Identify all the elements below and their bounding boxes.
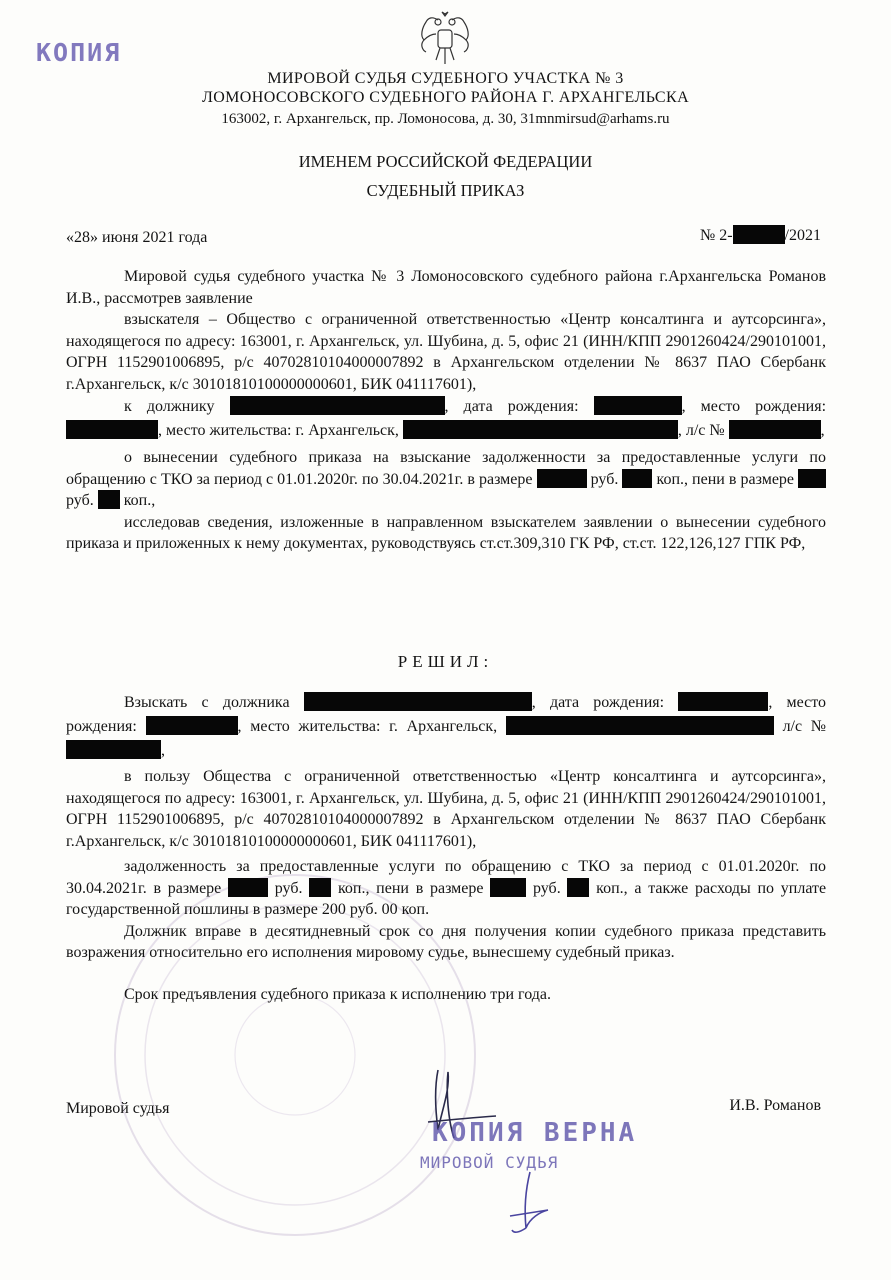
redaction (733, 225, 785, 244)
court-district: ЛОМОНОСОВСКОГО СУДЕБНОГО РАЙОНА Г. АРХАНГЕЛЬСКА (201, 89, 690, 106)
order-date: «28» июня 2021 года (66, 229, 208, 246)
document-heading: ИМЕНЕМ РОССИЙСКОЙ ФЕДЕРАЦИИ (298, 152, 593, 171)
redaction (567, 878, 589, 897)
objection-paragraph: Должник вправе в десятидневный срок со дня получения копии судебного приказа представить возражения относительно его исполнения мировому судье, вынесшему судебный приказ. (66, 922, 826, 961)
decision-section (66, 691, 826, 1005)
decided-heading: РЕШИЛ: (397, 652, 494, 671)
debt-text: задолженность за предоставленные услуги по обращению с ТКО за период с 01.01.2020г. по 30.04.2021г. в размере (66, 858, 826, 897)
punctuation: , (161, 742, 165, 759)
redaction (98, 490, 120, 509)
intro-section (66, 266, 826, 555)
penalty-label: коп., пени в размере (337, 879, 484, 897)
debtor-label: к должнику (124, 398, 215, 415)
recover-paragraph (66, 691, 826, 763)
birthplace-label: , место рождения: (66, 694, 827, 735)
kop-label: коп., (123, 492, 156, 509)
redaction (490, 878, 526, 897)
court-name: МИРОВОЙ СУДЬЯ СУДЕБНОГО УЧАСТКА № 3 (267, 70, 624, 87)
recover-label: Взыскать с должника (124, 694, 290, 711)
birthplace-label: , место рождения: (681, 398, 827, 415)
account-label: , л/с № (677, 422, 725, 439)
redaction (729, 420, 821, 439)
redaction (403, 420, 678, 439)
birthdate-label: , дата рождения: (531, 694, 665, 711)
signer-title: Мировой судья (66, 1100, 170, 1117)
rub-label: руб. (274, 879, 303, 897)
case-number (700, 225, 821, 245)
emblem-icon (414, 10, 476, 68)
debtor-paragraph (66, 395, 826, 443)
beneficiary-paragraph: в пользу Общества с ограниченной ответственностью «Центр консалтинга и аутсорсинга», находящегося по адресу: 163001, г. Архангельск, ул. Шубина, д. 5, офис 21 (ИНН/КПП 2901260424/290101001, ОГРН 1152901006895, р/с 40702810104000007892 в Архангельском отделении № 8637 ПАО Сбербанк г.Архангельск, к/с 30101810100000000601, БИК 041117601), (66, 768, 826, 850)
penalty-label: коп., пени в размере (656, 470, 795, 488)
redaction (304, 692, 532, 711)
residence-label: , место жительства: г. Архангельск, (158, 422, 399, 439)
redaction (798, 469, 826, 488)
certified-copy-stamp-subtitle: МИРОВОЙ СУДЬЯ (420, 1153, 559, 1172)
fee-text: коп., а также расходы по уплате государственной пошлины в размере 200 руб. 00 коп. (66, 879, 827, 918)
document-title: СУДЕБНЫЙ ПРИКАЗ (366, 181, 525, 200)
redaction (506, 716, 774, 735)
certifier-signature (500, 1168, 560, 1238)
signer-name: И.В. Романов (729, 1097, 821, 1114)
copy-stamp: КОПИЯ (36, 38, 122, 67)
certified-copy-stamp: КОПИЯ ВЕРНА (432, 1118, 638, 1148)
claimant-paragraph: взыскателя – Общество с ограниченной ответственностью «Центр консалтинга и аутсорсинга», находящегося по адресу: 163001, г. Архангельск, ул. Шубина, д. 5, офис 21 (ИНН/КПП 2901260424/290101001, ОГРН 1152901006895, р/с 40702810104000007892 в Архангельском отделении № 8637 ПАО Сбербанк г.Архангельск, к/с 30101810100000000601, БИК 041117601), (66, 311, 826, 393)
redaction (230, 396, 445, 415)
birthdate-label: , дата рождения: (444, 398, 579, 415)
redaction (678, 692, 768, 711)
account-label: л/с № (782, 718, 827, 735)
residence-label: , место жительства: г. Архангельск, (237, 718, 498, 735)
punctuation: , (820, 422, 825, 439)
rub-label: руб. (532, 879, 561, 897)
redaction (146, 716, 238, 735)
debt-paragraph (66, 856, 826, 921)
redaction (537, 469, 587, 488)
rub-label: руб. (66, 492, 94, 509)
redaction (228, 878, 268, 897)
case-number-prefix: № 2- (699, 227, 733, 244)
intro-paragraph: Мировой судья судебного участка № 3 Ломоносовского судебного района г.Архангельска Романов И.В., рассмотрев заявление (66, 268, 826, 307)
considering-paragraph: исследовав сведения, изложенные в направленном взыскателем заявлении о вынесении судебного приказа и приложенных к нему документах, руководствуясь ст.ст.309,310 ГК РФ, ст.ст. 122,126,127 ГПК РФ, (66, 513, 826, 552)
redaction (594, 396, 682, 415)
redaction (66, 420, 158, 439)
case-number-suffix: /2021 (784, 227, 821, 244)
subject-text: о вынесении судебного приказа на взыскание задолженности за предоставленные услуги по обращению с ТКО за период с 01.01.2020г. по 30.04.2021г. в размере (66, 449, 826, 488)
rub-label: руб. (590, 470, 619, 488)
redaction (309, 878, 331, 897)
court-address: 163002, г. Архангельск, пр. Ломоносова, д. 30, 31mnmirsud@arhams.ru (221, 111, 670, 127)
term-paragraph: Срок предъявления судебного приказа к исполнению три года. (124, 985, 551, 1003)
subject-paragraph (66, 447, 826, 512)
redaction (66, 740, 161, 759)
redaction (622, 469, 652, 488)
